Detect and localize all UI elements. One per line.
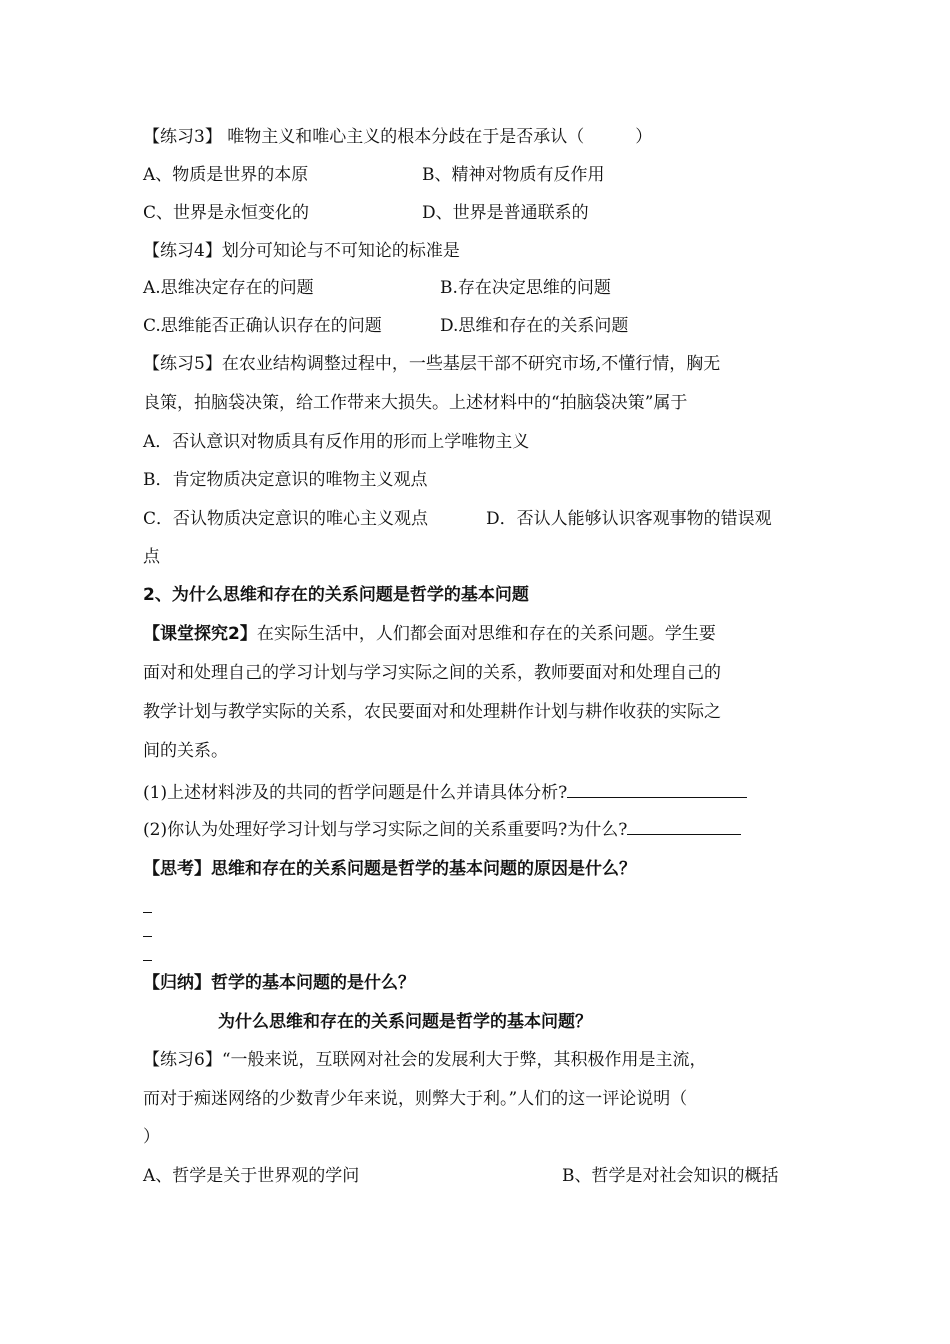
answer-line-2[interactable] bbox=[143, 936, 152, 937]
question-1 bbox=[143, 781, 747, 804]
exercise-4-option-b: B.存在决定思维的问题 bbox=[440, 278, 611, 298]
summary-line-1: 【归纳】哲学的基本问题的是什么？ bbox=[143, 973, 415, 993]
exploration-2-line-1 bbox=[143, 623, 716, 645]
answer-line-3[interactable] bbox=[143, 960, 152, 961]
exercise-6-line-1: 【练习6】“一般来说，互联网对社会的发展利大于弊，其积极作用是主流， bbox=[143, 1050, 707, 1070]
exercise-4-option-d: D.思维和存在的关系问题 bbox=[440, 316, 629, 336]
exercise-3-option-c: C、世界是永恒变化的 bbox=[143, 203, 310, 223]
question-2 bbox=[143, 818, 741, 841]
summary-line-2: 为什么思维和存在的关系问题是哲学的基本问题？ bbox=[218, 1012, 592, 1032]
answer-line-1[interactable] bbox=[143, 912, 152, 913]
question-1-text: (1)上述材料涉及的共同的哲学问题是什么并请具体分析? bbox=[143, 783, 568, 803]
section-2-heading: 2、为什么思维和存在的关系问题是哲学的基本问题 bbox=[143, 585, 529, 605]
exercise-4-option-a: A.思维决定存在的问题 bbox=[143, 278, 314, 298]
exercise-5-option-c: C．否认物质决定意识的唯心主义观点 bbox=[143, 509, 429, 529]
exercise-6-line-3: ） bbox=[143, 1127, 160, 1147]
exercise-5-option-d-wrap: 点 bbox=[143, 547, 160, 567]
exploration-2-line-2: 面对和处理自己的学习计划与学习实际之间的关系，教师要面对和处理自己的 bbox=[143, 663, 721, 683]
exploration-2-line-4: 间的关系。 bbox=[143, 741, 228, 761]
exercise-3-option-b: B、精神对物质有反作用 bbox=[422, 165, 605, 185]
exercise-5-line-2: 良策，拍脑袋决策，给工作带来大损失。上述材料中的“拍脑袋决策”属于 bbox=[143, 393, 688, 413]
exercise-4-stem: 【练习4】划分可知论与不可知论的标准是 bbox=[143, 241, 460, 261]
question-2-text: (2)你认为处理好学习计划与学习实际之间的关系重要吗?为什么? bbox=[143, 820, 628, 840]
think-prompt: 【思考】思维和存在的关系问题是哲学的基本问题的原因是什么？ bbox=[143, 859, 636, 879]
question-1-answer-blank[interactable] bbox=[567, 781, 747, 798]
exercise-5-option-d: D．否认人能够认识客观事物的错误观 bbox=[486, 509, 772, 529]
exploration-2-label: 【课堂探究2】 bbox=[143, 624, 257, 644]
exercise-3-stem: 【练习3】 唯物主义和唯心主义的根本分歧在于是否承认（ ） bbox=[143, 127, 653, 147]
exercise-4-option-c: C.思维能否正确认识存在的问题 bbox=[143, 316, 382, 336]
exercise-6-line-2: 而对于痴迷网络的少数青少年来说，则弊大于利。”人们的这一评论说明（ bbox=[143, 1089, 688, 1109]
exercise-6-option-b: B、哲学是对社会知识的概括 bbox=[562, 1166, 779, 1186]
exercise-5-line-1: 【练习5】在农业结构调整过程中，一些基层干部不研究市场,不懂行情，胸无 bbox=[143, 354, 721, 374]
exploration-2-text: 在实际生活中，人们都会面对思维和存在的关系问题。学生要 bbox=[256, 624, 716, 644]
exercise-3-option-d: D、世界是普通联系的 bbox=[422, 203, 589, 223]
exercise-3-option-a: A、物质是世界的本原 bbox=[143, 165, 309, 185]
exercise-6-option-a: A、哲学是关于世界观的学问 bbox=[143, 1166, 360, 1186]
exercise-5-option-b: B．肯定物质决定意识的唯物主义观点 bbox=[143, 470, 428, 490]
exploration-2-line-3: 教学计划与教学实际的关系，农民要面对和处理耕作计划与耕作收获的实际之 bbox=[143, 702, 721, 722]
question-2-answer-blank[interactable] bbox=[627, 818, 741, 835]
exercise-5-option-a: A．否认意识对物质具有反作用的形而上学唯物主义 bbox=[143, 432, 530, 452]
